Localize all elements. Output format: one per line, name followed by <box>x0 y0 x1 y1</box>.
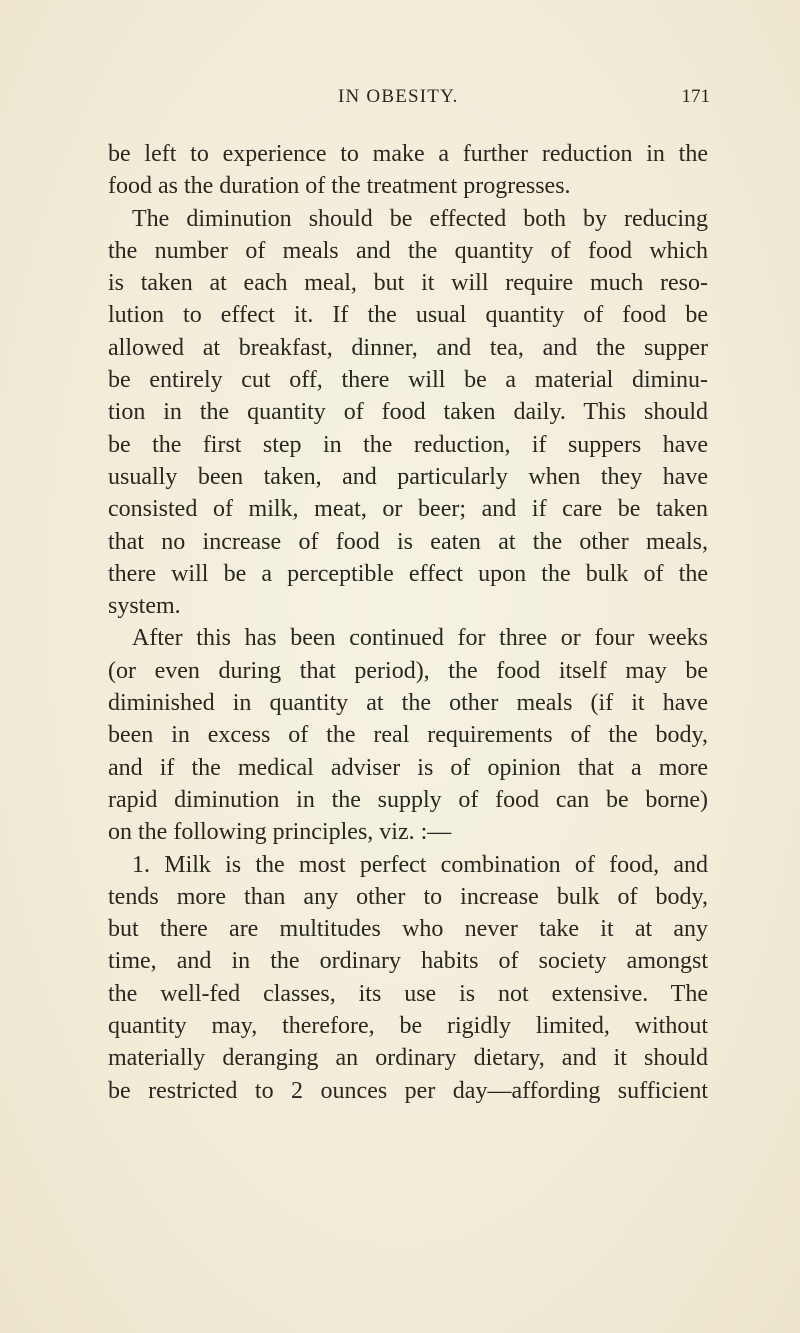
text-line: 1. Milk is the most perfect combination of food, and <box>132 851 708 878</box>
text-line: and if the medical adviser is of opinion that a more <box>108 754 708 781</box>
text-line: be the first step in the reduction, if suppers have <box>108 431 708 458</box>
text-line: lution to effect it. If the usual quantity of food be <box>108 302 708 329</box>
text-line: that no increase of food is eaten at the other meals, <box>108 528 708 555</box>
text-line: system. <box>108 593 181 620</box>
text-line: but there are multitudes who never take it at any <box>108 916 708 943</box>
text-line: After this has been continued for three or four weeks <box>132 625 708 652</box>
text-line: be left to experience to make a further reduction in the <box>108 141 708 167</box>
text-line: quantity may, therefore, be rigidly limited, without <box>108 1013 708 1040</box>
text-line: The diminution should be effected both by reducing <box>132 205 708 232</box>
text-line: tion in the quantity of food taken daily. This should <box>108 399 708 426</box>
body-text <box>108 138 708 1107</box>
text-line: tends more than any other to increase bulk of body, <box>108 883 708 910</box>
text-line: be entirely cut off, there will be a material diminu- <box>108 367 708 394</box>
text-line: time, and in the ordinary habits of society amongst <box>108 948 708 975</box>
text-line: there will be a perceptible effect upon the bulk of the <box>108 560 708 587</box>
text-line: been in excess of the real requirements of the body, <box>108 722 708 749</box>
text-line: is taken at each meal, but it will require much reso- <box>108 270 708 297</box>
page-number: 171 <box>681 86 710 107</box>
running-title: IN OBESITY. <box>338 86 459 107</box>
text-line: rapid diminution in the supply of food can be borne) <box>108 786 708 813</box>
text-line: consisted of milk, meat, or beer; and if care be taken <box>108 496 708 523</box>
text-line: allowed at breakfast, dinner, and tea, and the supper <box>108 334 708 361</box>
text-line: (or even during that period), the food itself may be <box>108 657 708 684</box>
running-head <box>0 86 800 110</box>
text-line: diminished in quantity at the other meals (if it have <box>108 690 708 717</box>
text-line: food as the duration of the treatment progresses. <box>108 173 571 200</box>
text-line: materially deranging an ordinary dietary, and it should <box>108 1045 708 1072</box>
text-line: the well-fed classes, its use is not extensive. The <box>108 980 708 1007</box>
text-line: be restricted to 2 ounces per day—affording sufficient <box>108 1077 708 1104</box>
text-line: the number of meals and the quantity of food which <box>108 237 708 264</box>
text-line: usually been taken, and particularly when they have <box>108 463 708 490</box>
text-line: on the following principles, viz. :— <box>108 819 452 846</box>
